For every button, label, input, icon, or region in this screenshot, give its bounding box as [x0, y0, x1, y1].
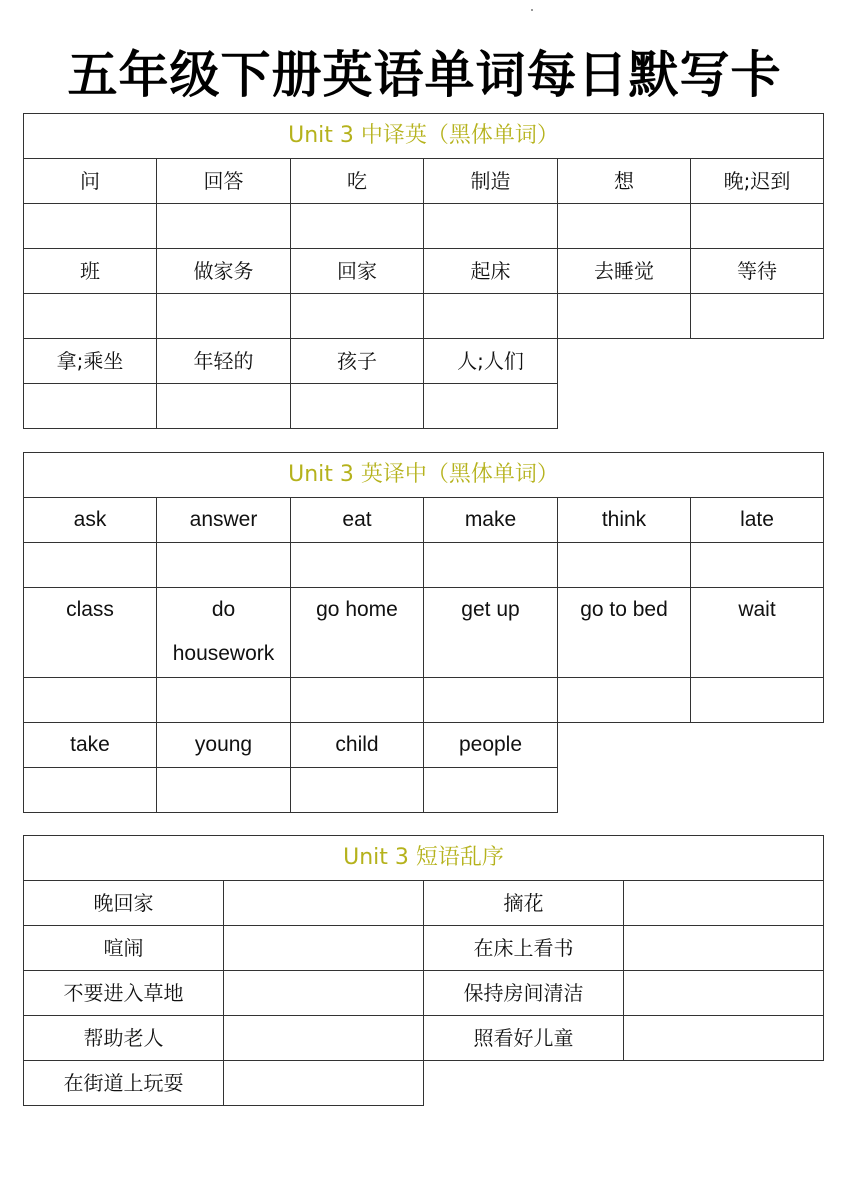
answer-cell[interactable]: [24, 768, 157, 813]
phrase-cell: 晚回家: [24, 881, 224, 926]
empty-space: [558, 384, 824, 429]
answer-cell[interactable]: [224, 1061, 424, 1106]
answer-cell[interactable]: [291, 204, 424, 249]
answer-cell[interactable]: [157, 678, 291, 723]
answer-cell[interactable]: [157, 768, 291, 813]
phrase-cell: 摘花: [424, 881, 624, 926]
section-header: Unit 3 短语乱序: [24, 836, 824, 881]
answer-cell[interactable]: [624, 1016, 824, 1061]
word-cell: 去睡觉: [558, 249, 691, 294]
answer-cell[interactable]: [558, 543, 691, 588]
word-cell: 晚;迟到: [691, 159, 824, 204]
phrase-cell: 喧闹: [24, 926, 224, 971]
answer-cell[interactable]: [157, 294, 291, 339]
answer-cell[interactable]: [224, 1016, 424, 1061]
word-cell: ask: [24, 498, 157, 543]
word-cell: take: [24, 723, 157, 768]
section-header: Unit 3 英译中（黑体单词）: [24, 453, 824, 498]
answer-cell[interactable]: [624, 881, 824, 926]
answer-cell[interactable]: [224, 926, 424, 971]
answer-cell[interactable]: [24, 204, 157, 249]
page-title: 五年级下册英语单词每日默写卡: [67, 46, 782, 104]
answer-cell[interactable]: [157, 543, 291, 588]
answer-cell[interactable]: [691, 543, 824, 588]
answer-cell[interactable]: [424, 294, 558, 339]
answer-cell[interactable]: [424, 768, 558, 813]
answer-cell[interactable]: [424, 678, 558, 723]
word-cell: 问: [24, 159, 157, 204]
answer-cell[interactable]: [291, 678, 424, 723]
phrase-cell: 不要进入草地: [24, 971, 224, 1016]
answer-cell[interactable]: [24, 543, 157, 588]
answer-cell[interactable]: [558, 204, 691, 249]
word-cell: wait: [691, 588, 824, 678]
empty-space: [558, 768, 824, 813]
phrase-table: [23, 835, 824, 1106]
word-cell: 做家务: [157, 249, 291, 294]
word-cell: 制造: [424, 159, 558, 204]
answer-cell[interactable]: [24, 384, 157, 429]
stray-dot: [531, 9, 533, 11]
empty-space: [558, 723, 824, 768]
word-cell: 拿;乘坐: [24, 339, 157, 384]
word-cell: 起床: [424, 249, 558, 294]
word-cell: 吃: [291, 159, 424, 204]
word-cell: 回家: [291, 249, 424, 294]
word-cell: late: [691, 498, 824, 543]
word-cell: think: [558, 498, 691, 543]
word-cell: class: [24, 588, 157, 678]
word-cell: 班: [24, 249, 157, 294]
section-header: Unit 3 中译英（黑体单词）: [24, 114, 824, 159]
word-cell: go to bed: [558, 588, 691, 678]
word-cell: answer: [157, 498, 291, 543]
phrase-cell: 在街道上玩耍: [24, 1061, 224, 1106]
word-cell: 孩子: [291, 339, 424, 384]
answer-cell[interactable]: [558, 678, 691, 723]
empty-space: [424, 1061, 824, 1106]
phrase-cell: 在床上看书: [424, 926, 624, 971]
answer-cell[interactable]: [24, 294, 157, 339]
answer-cell[interactable]: [424, 384, 558, 429]
word-cell: 年轻的: [157, 339, 291, 384]
word-cell: 人;人们: [424, 339, 558, 384]
zh-to-en-table: [23, 113, 824, 429]
phrase-cell: 帮助老人: [24, 1016, 224, 1061]
answer-cell[interactable]: [691, 678, 824, 723]
phrase-cell: 照看好儿童: [424, 1016, 624, 1061]
word-cell: 等待: [691, 249, 824, 294]
empty-space: [558, 339, 824, 384]
en-to-zh-table: [23, 452, 824, 813]
phrase-cell: 保持房间清洁: [424, 971, 624, 1016]
answer-cell[interactable]: [291, 384, 424, 429]
word-cell: people: [424, 723, 558, 768]
answer-cell[interactable]: [224, 881, 424, 926]
word-cell: get up: [424, 588, 558, 678]
word-cell: do housework: [157, 588, 291, 678]
answer-cell[interactable]: [558, 294, 691, 339]
answer-cell[interactable]: [424, 543, 558, 588]
word-cell: eat: [291, 498, 424, 543]
answer-cell[interactable]: [291, 294, 424, 339]
answer-cell[interactable]: [691, 294, 824, 339]
answer-cell[interactable]: [291, 768, 424, 813]
answer-cell[interactable]: [157, 384, 291, 429]
answer-cell[interactable]: [24, 678, 157, 723]
word-cell: child: [291, 723, 424, 768]
word-cell: young: [157, 723, 291, 768]
word-cell: 想: [558, 159, 691, 204]
word-cell: 回答: [157, 159, 291, 204]
answer-cell[interactable]: [224, 971, 424, 1016]
word-cell: make: [424, 498, 558, 543]
answer-cell[interactable]: [157, 204, 291, 249]
answer-cell[interactable]: [624, 926, 824, 971]
answer-cell[interactable]: [424, 204, 558, 249]
answer-cell[interactable]: [691, 204, 824, 249]
answer-cell[interactable]: [624, 971, 824, 1016]
answer-cell[interactable]: [291, 543, 424, 588]
word-cell: go home: [291, 588, 424, 678]
